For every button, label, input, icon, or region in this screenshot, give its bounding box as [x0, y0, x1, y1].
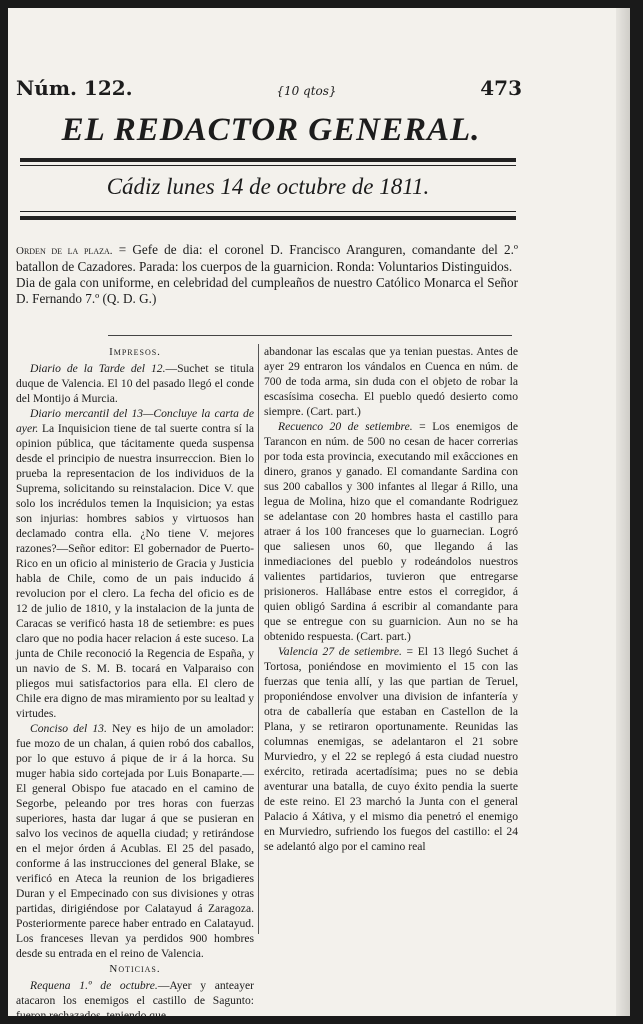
article-diario-tarde — [16, 361, 254, 406]
left-column — [16, 344, 254, 1022]
article-recuenco — [264, 419, 518, 644]
article-requena — [16, 978, 254, 1023]
issue-number: Núm. 122. — [16, 76, 133, 100]
title-rule-top — [20, 158, 516, 162]
article-text: —Ayer y anteayer atacaron los enemigos el castillo de Sagunto: fueron rechazados, teniendo que — [16, 979, 254, 1022]
page-edge — [616, 8, 630, 1016]
orden-text: = Gefe de dia: el coronel D. Francisco Aranguren, comandante del 2.º batallon de Cazadores. Parada: los cuerpos de la guarnicion. Ronda: Voluntarios Distinguidos. — [16, 242, 519, 274]
newspaper-title: EL REDACTOR GENERAL. — [61, 112, 481, 148]
right-column — [264, 344, 518, 940]
title-rule-top-thin — [20, 165, 516, 166]
article-text: Ney es hijo de un amolador: fue mozo de un chalan, á quien robó dos caballos, por lo que estuvo á pique de ir á la horca. Su muger habia sido cortejada por Luis Bonaparte.—El general Obispo fue atacado en el camino de Segorbe, peleando por tres horas con fuerzas superiores, hasta dar lugar á que se pusieran en salvo los vecinos de aquella ciudad; y retirándose en el mejor órden á Acublas. El 25 del pasado, conforme á las instrucciones del general Blake, se verificó en Ateca la reunion de los brigadieres Duran y el Empecinado con sus divisiones y otras partidas, dirigiéndose por Calatayud á Zaragoza. Posteriormente parece haber entrado en Calatayud. Los franceses llevan ya perdidos 900 hombres desde su entrada en el reino de Valencia. — [16, 722, 254, 960]
date-rule-thick — [20, 216, 516, 220]
article-text: —Suchet se titula duque de Valencia. El 10 del pasado llegó el conde del Montijo á Murcia. — [16, 362, 254, 405]
orden-de-la-plaza — [16, 242, 518, 307]
article-text: = El 13 llegó Suchet á Tortosa, poniéndose en movimiento el 15 con las fuerzas que tenia allí, y las que partian de Teruel, proponiéndose envolver una division de infantería y otra de caballería que estaban en Castellon de la Plana, y se retiraron oportunamente. Reunidas las columnas enemigas, se adelantaron el 21 sobre Murviedro, y el 22 se replegó á esta ciudad nuestro exército, retirada acertadísima; pues no se debia aventurar una batalla, de cuyo éxito pendia la suerte de este reino. El 23 marchó la Junta con el general Palacio á Xátiva, y el mismo dia penetró el enemigo en Murviedro, sufriendo los fuegos del castillo: el 24 se adelantó algo por el camino real — [264, 645, 518, 853]
gala-text: Dia de gala con uniforme, en celebridad del cumpleaños de nuestro Católico Monarca el Señor D. Fernando 7.º (Q. D. G.) — [16, 275, 518, 306]
article-continuation: abandonar las escalas que ya tenian puestas. Antes de ayer 29 entraron los vándalos en Cuenca en núm. de 700 de toda arma, sin duda con el objeto de robar la escasísima cosecha. El pueblo quedó desierto como siempre. (Cart. part.) — [264, 345, 518, 418]
article-lead: Diario mercantil del 13—Concluye la carta de ayer. — [16, 407, 254, 435]
article-conciso — [16, 721, 254, 961]
newspaper-page — [8, 8, 630, 1022]
article-text: La Inquisicion tiene de tal suerte contra sí la opinion pública, que tácitamente queda suspensa desde el principio de nuestra insurreccion. Bien lo prueba la representacion de los individuos de la Suprema, solicitando su reinstalacion. Dice V. que solo los incrédulos temen la Inquisicion; ya estas son injurias: hombres sabios y virtuosos han declamado contra ella. ¿No tiene V. mejores razones?—Señor editor: El gobernador de Puerto-Rico en un oficio al ministerio de Gracia y Justicia habla de Chile, como de un pais inducido á revolucion por el clero. La fecha del oficio es de 12 de julio de 1810, y la instalacion de la junta de Caracas se verificó hasta 18 de setiembre: es pues claro que no podia hacer relacion á este suceso. La junta de Chile reconoció la Regencia de España, y un navio de S. M. B. tocará en Valparaiso con pliegos mui satisfactorios para ella. El clero de Chile era digno de mas miramiento por su lealtad y virtudes. — [16, 422, 254, 720]
masthead-line — [16, 76, 522, 100]
article-valencia — [264, 644, 518, 854]
page-number: 473 — [480, 76, 522, 100]
column-separator — [258, 344, 259, 934]
signature-mark: {10 qtos} — [276, 84, 337, 98]
article-lead: Requena 1.º de octubre. — [30, 979, 158, 992]
article-lead: Recuenco 20 de setiembre. — [278, 420, 413, 433]
dateline: Cádiz lunes 14 de octubre de 1811. — [106, 174, 430, 199]
article-lead: Valencia 27 de setiembre. — [278, 645, 402, 658]
date-rule-thin — [20, 211, 516, 212]
heading-noticias: Noticias. — [109, 963, 161, 975]
orden-label: Orden de la plaza. — [16, 245, 113, 257]
article-lead: Conciso del 13. — [30, 722, 107, 735]
article-text: = Los enemigos de Tarancon en núm. de 500 no cesan de hacer correrias por toda esta provincia, executando mil exâcciones en dinero, granos y ganado. El comandante Sardina con sus 200 caballos y 300 infantes al llegar á Rillo, una legua de Molina, hizo que el comandante Rodriguez se adelantase con 20 hombres hasta el castillo para atraer á los 100 franceses que lo guarnecian. Logró que saliesen unos 60, que llegando á las inmediaciones del pueblo y rodeándolos nuestros valientes partidarios, tuvieron que entregarse prisioneros. Hallábase entre estos el corregidor, á quien obligó Sardina á escribir al comandante para que se entregue con su guarnicion. Aun no se ha obtenido respuesta. (Cart. part.) — [264, 420, 518, 643]
section-separator — [108, 335, 512, 336]
heading-impresos: Impresos. — [109, 346, 161, 358]
article-diario-mercantil — [16, 406, 254, 721]
article-lead: Diario de la Tarde del 12. — [30, 362, 166, 375]
